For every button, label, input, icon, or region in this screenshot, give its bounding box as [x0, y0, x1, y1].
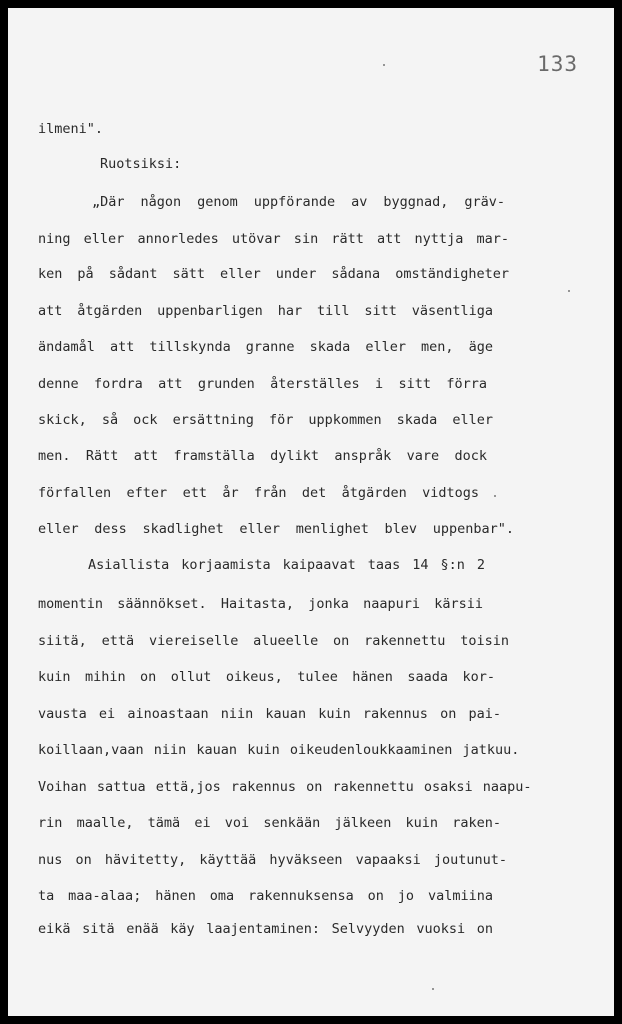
paper-speck — [383, 64, 385, 66]
text-line: Ruotsiksi: — [100, 156, 182, 172]
text-line: nus on hävitetty, käyttää hyväkseen vapaaksi joutunut- — [38, 852, 507, 868]
text-line: ändamål att tillskynda granne skada eller men, äge — [38, 339, 493, 355]
text-line: koillaan,vaan niin kauan kuin oikeudenloukkaaminen jatkuu. — [38, 742, 520, 758]
text-line: eikä sitä enää käy laajentaminen: Selvyyden vuoksi on — [38, 921, 493, 937]
text-line: ilmeni". — [38, 121, 104, 137]
text-line: kuin mihin on ollut oikeus, tulee hänen saada kor- — [38, 669, 495, 685]
text-line: Voihan sattua että,jos rakennus on rakennettu osaksi naapu- — [38, 779, 532, 795]
text-line: Asiallista korjaamista kaipaavat taas 14 §:n 2 — [88, 557, 485, 573]
text-line: skick, så ock ersättning för uppkommen skada eller — [38, 412, 493, 428]
text-line: eller dess skadlighet eller menlighet blev uppenbar". — [38, 521, 514, 537]
text-line: siitä, että viereiselle alueelle on rakennettu toisin — [38, 633, 509, 649]
paper-speck — [432, 988, 434, 990]
text-line: ning eller annorledes utövar sin rätt att nyttja mar- — [38, 231, 509, 247]
text-line: men. Rätt att framställa dylikt anspråk vare dock — [38, 448, 487, 464]
text-line: momentin säännökset. Haitasta, jonka naapuri kärsii — [38, 596, 483, 612]
text-line: att åtgärden uppenbarligen har till sitt väsentliga — [38, 303, 493, 319]
paper-speck — [568, 290, 570, 292]
page-number: 133 — [537, 52, 578, 76]
text-line: „Där någon genom uppförande av byggnad, gräv- — [92, 194, 505, 210]
text-line: ken på sådant sätt eller under sådana omständigheter — [38, 266, 509, 282]
paper-speck — [494, 495, 496, 497]
text-line: denne fordra att grunden återställes i sitt förra — [38, 376, 487, 392]
text-line: ta maa-alaa; hänen oma rakennuksensa on jo valmiina — [38, 888, 493, 904]
document-page — [8, 8, 614, 1016]
text-line: förfallen efter ett år från det åtgärden vidtogs — [38, 485, 479, 501]
text-line: rin maalle, tämä ei voi senkään jälkeen kuin raken- — [38, 815, 501, 831]
text-line: vausta ei ainoastaan niin kauan kuin rakennus on pai- — [38, 706, 501, 722]
